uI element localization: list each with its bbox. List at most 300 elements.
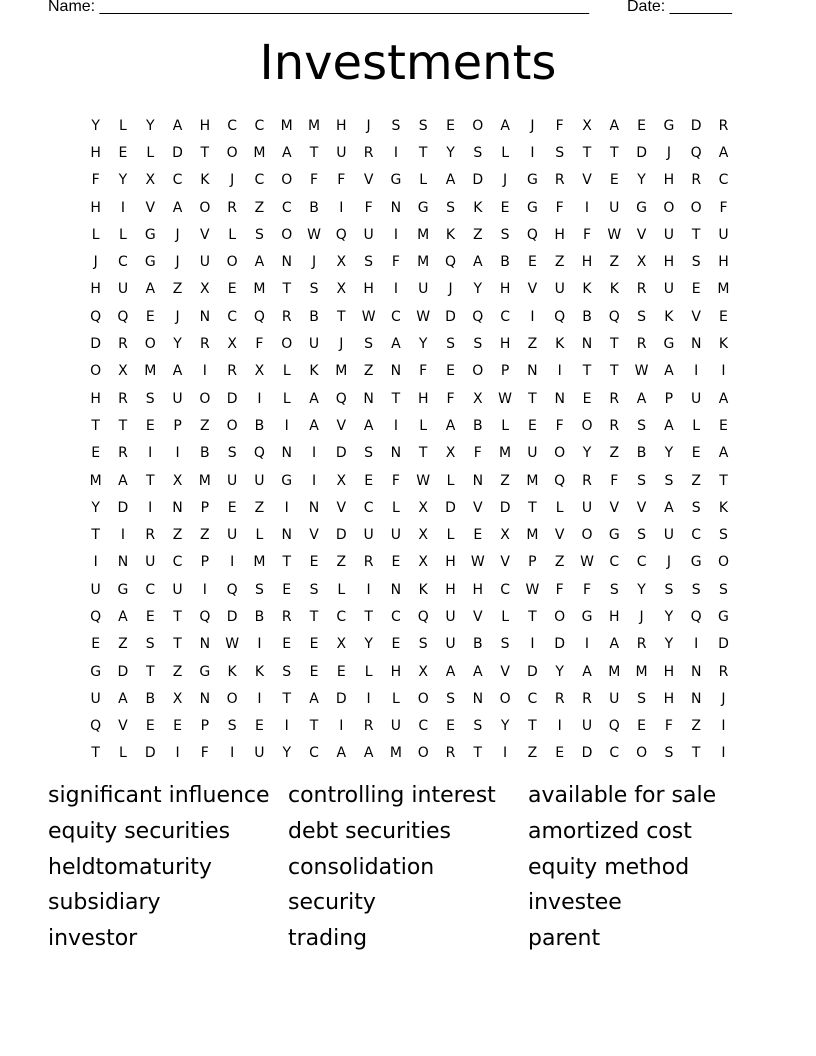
grid-letter: I	[530, 636, 535, 653]
grid-letter: E	[637, 718, 647, 735]
grid-letter: T	[364, 608, 373, 625]
grid-letter: M	[526, 472, 539, 489]
grid-letter: A	[582, 663, 592, 680]
grid-letter: E	[446, 363, 455, 380]
grid-letter: E	[227, 499, 237, 516]
grid-letter: R	[554, 690, 565, 707]
grid-letter: S	[227, 445, 237, 462]
grid-letter: E	[227, 281, 237, 298]
grid-letter: F	[719, 199, 728, 216]
grid-letter: K	[473, 199, 483, 216]
grid-letter: F	[610, 472, 619, 489]
grid-letter: F	[664, 718, 673, 735]
grid-letter: V	[363, 172, 374, 189]
grid-letter: L	[119, 117, 127, 134]
grid-letter: I	[721, 745, 726, 762]
grid-letter: P	[664, 390, 674, 407]
grid-letter: U	[609, 690, 620, 707]
grid-letter: H	[90, 281, 101, 298]
grid-letter: E	[527, 254, 537, 271]
grid-letter: S	[637, 527, 647, 544]
grid-letter: K	[254, 663, 265, 680]
grid-letter: S	[309, 281, 319, 298]
grid-letter: Q	[199, 608, 211, 625]
grid-letter: L	[119, 226, 127, 243]
grid-letter: S	[719, 527, 728, 544]
grid-letter: H	[499, 336, 511, 353]
grid-letter: R	[582, 690, 592, 707]
grid-letter: N	[308, 499, 320, 516]
grid-letter: B	[473, 417, 483, 434]
grid-letter: T	[309, 608, 319, 625]
grid-letter: A	[445, 417, 456, 434]
grid-letter: H	[445, 554, 456, 571]
grid-letter: C	[718, 172, 729, 189]
grid-letter: U	[554, 281, 565, 298]
grid-letter: B	[145, 690, 156, 707]
grid-letter: U	[145, 554, 156, 571]
grid-letter: I	[257, 690, 262, 707]
grid-letter: D	[554, 636, 566, 653]
grid-letter: E	[473, 527, 483, 544]
grid-letter: V	[118, 718, 128, 735]
grid-letter: T	[473, 745, 483, 762]
grid-letter: S	[637, 417, 647, 434]
grid-letter: Y	[91, 117, 100, 134]
grid-letter: J	[666, 554, 671, 571]
grid-letter: H	[663, 172, 675, 189]
grid-letter: C	[254, 172, 265, 189]
grid-letter: F	[337, 172, 346, 189]
word-list-item: investee	[528, 890, 622, 916]
grid-letter: S	[473, 144, 483, 161]
word-search-grid	[82, 112, 737, 767]
grid-letter: I	[175, 445, 180, 462]
grid-letter: C	[500, 581, 510, 598]
grid-letter: C	[172, 172, 183, 189]
grid-letter: V	[336, 499, 347, 516]
grid-letter: M	[635, 663, 648, 680]
grid-letter: L	[446, 472, 455, 489]
word-list-item: controlling interest	[288, 783, 496, 808]
grid-letter: I	[584, 199, 590, 216]
grid-letter: A	[473, 254, 483, 271]
grid-letter: P	[200, 554, 210, 571]
grid-letter: U	[445, 608, 456, 625]
grid-letter: M	[608, 663, 621, 680]
grid-letter: Y	[473, 281, 483, 298]
grid-letter: S	[664, 581, 674, 598]
grid-letter: Q	[335, 226, 347, 243]
grid-letter: A	[500, 117, 510, 134]
grid-letter: I	[694, 636, 699, 653]
grid-letter: O	[417, 690, 429, 707]
grid-letter: X	[172, 690, 183, 707]
grid-letter: G	[144, 226, 156, 243]
grid-letter: F	[582, 226, 592, 243]
grid-letter: V	[527, 281, 538, 298]
grid-letter: O	[144, 336, 156, 353]
grid-letter: N	[117, 554, 129, 571]
grid-letter: L	[501, 417, 509, 434]
grid-letter: Y	[664, 636, 674, 653]
grid-letter: P	[200, 499, 210, 516]
grid-letter: S	[446, 336, 455, 353]
grid-letter: B	[473, 636, 483, 653]
grid-letter: L	[692, 417, 701, 434]
grid-letter: N	[390, 199, 402, 216]
grid-letter: C	[691, 527, 702, 544]
grid-letter: S	[391, 117, 401, 134]
grid-letter: Q	[526, 226, 538, 243]
grid-letter: V	[554, 527, 565, 544]
grid-letter: W	[416, 472, 431, 489]
grid-letter: W	[607, 226, 622, 243]
grid-letter: N	[390, 363, 402, 380]
grid-letter: I	[393, 281, 398, 298]
grid-letter: S	[500, 226, 510, 243]
grid-letter: W	[361, 308, 376, 325]
grid-row	[82, 549, 737, 576]
grid-letter: K	[309, 363, 319, 380]
grid-letter: V	[200, 226, 210, 243]
grid-letter: U	[363, 226, 374, 243]
word-list-item: amortized cost	[528, 818, 692, 844]
grid-letter: E	[609, 172, 619, 189]
grid-letter: Z	[691, 718, 701, 735]
grid-letter: T	[282, 554, 291, 571]
grid-letter: C	[391, 608, 401, 625]
grid-row	[82, 167, 737, 194]
grid-letter: C	[609, 745, 620, 762]
grid-letter: G	[199, 663, 211, 680]
word-list-item: heldtomaturity	[48, 854, 212, 880]
grid-letter: Q	[554, 308, 566, 325]
grid-letter: A	[664, 499, 674, 516]
grid-letter: I	[393, 144, 398, 161]
grid-letter: R	[691, 172, 702, 189]
grid-row	[82, 139, 737, 166]
grid-letter: E	[364, 472, 374, 489]
grid-letter: D	[527, 663, 538, 680]
grid-letter: Y	[664, 608, 674, 625]
grid-letter: T	[91, 745, 100, 762]
grid-letter: G	[636, 199, 648, 216]
grid-letter: U	[527, 445, 538, 462]
grid-letter: X	[336, 281, 347, 298]
grid-letter: D	[718, 636, 729, 653]
grid-letter: D	[472, 172, 484, 189]
grid-letter: U	[718, 226, 729, 243]
grid-letter: S	[282, 663, 292, 680]
grid-letter: R	[363, 718, 374, 735]
grid-letter: N	[199, 636, 211, 653]
grid-letter: A	[118, 472, 128, 489]
word-list-item: available for sale	[528, 783, 717, 808]
grid-letter: R	[227, 363, 237, 380]
grid-letter: D	[335, 527, 347, 544]
word-list-item: security	[288, 890, 376, 916]
grid-letter: N	[363, 390, 374, 407]
grid-letter: H	[363, 281, 374, 298]
grid-letter: D	[499, 499, 511, 516]
grid-row	[82, 740, 737, 767]
grid-row	[82, 112, 737, 139]
word-list-item: subsidiary	[48, 890, 161, 916]
grid-letter: Q	[90, 718, 102, 735]
grid-letter: N	[390, 581, 402, 598]
grid-letter: J	[448, 281, 453, 298]
grid-letter: Q	[608, 308, 620, 325]
grid-letter: D	[636, 144, 647, 161]
grid-letter: M	[717, 281, 730, 298]
grid-letter: K	[718, 336, 729, 353]
grid-letter: N	[472, 472, 484, 489]
grid-letter: L	[419, 417, 428, 434]
grid-letter: G	[608, 527, 620, 544]
grid-letter: I	[120, 527, 126, 544]
grid-letter: O	[717, 554, 729, 571]
grid-letter: Q	[444, 254, 457, 271]
grid-letter: I	[530, 144, 535, 161]
grid-letter: R	[609, 417, 620, 434]
grid-letter: N	[199, 690, 211, 707]
grid-letter: L	[282, 390, 291, 407]
grid-letter: J	[93, 254, 98, 271]
grid-letter: L	[501, 144, 509, 161]
grid-letter: U	[308, 336, 320, 353]
grid-letter: I	[530, 308, 535, 325]
grid-letter: I	[311, 445, 317, 462]
word-list-item: significant influence	[48, 783, 270, 808]
grid-letter: J	[639, 608, 644, 625]
grid-letter: N	[199, 308, 211, 325]
grid-letter: R	[445, 745, 456, 762]
grid-letter: G	[90, 663, 102, 680]
grid-letter: I	[284, 417, 289, 434]
grid-letter: E	[118, 144, 128, 161]
grid-letter: A	[309, 417, 319, 434]
grid-letter: H	[718, 254, 729, 271]
grid-letter: E	[255, 718, 264, 735]
grid-letter: H	[90, 390, 101, 407]
grid-letter: I	[557, 718, 562, 735]
grid-letter: E	[145, 608, 155, 625]
grid-letter: X	[336, 472, 347, 489]
grid-letter: O	[472, 363, 484, 380]
grid-letter: H	[663, 663, 675, 680]
grid-row	[82, 576, 737, 603]
grid-letter: E	[91, 445, 101, 462]
grid-letter: A	[718, 445, 729, 462]
grid-letter: Y	[364, 636, 373, 653]
grid-letter: E	[691, 281, 701, 298]
grid-letter: Y	[418, 336, 428, 353]
grid-letter: V	[636, 499, 647, 516]
grid-letter: T	[610, 336, 619, 353]
grid-letter: X	[336, 636, 347, 653]
grid-letter: X	[418, 499, 428, 516]
grid-letter: M	[389, 745, 402, 762]
grid-letter: T	[282, 281, 291, 298]
grid-letter: K	[582, 281, 592, 298]
grid-letter: Q	[608, 718, 620, 735]
grid-letter: K	[227, 663, 237, 680]
grid-letter: S	[637, 472, 647, 489]
grid-letter: M	[499, 445, 512, 462]
grid-letter: C	[227, 117, 238, 134]
grid-letter: A	[718, 390, 729, 407]
grid-letter: B	[636, 445, 647, 462]
grid-letter: A	[391, 336, 401, 353]
grid-letter: O	[199, 199, 211, 216]
grid-letter: D	[335, 690, 347, 707]
grid-row	[82, 385, 737, 412]
grid-letter: J	[530, 117, 535, 134]
grid-letter: Z	[554, 254, 565, 271]
grid-letter: M	[89, 472, 102, 489]
grid-letter: O	[281, 336, 293, 353]
grid-letter: I	[557, 363, 562, 380]
grid-letter: A	[445, 663, 456, 680]
grid-letter: J	[721, 690, 726, 707]
grid-letter: S	[664, 745, 674, 762]
grid-letter: R	[199, 336, 210, 353]
grid-letter: T	[91, 527, 100, 544]
grid-letter: A	[609, 636, 620, 653]
grid-letter: H	[663, 254, 675, 271]
grid-letter: D	[226, 390, 238, 407]
word-list-item: trading	[288, 926, 368, 952]
grid-letter: U	[117, 281, 129, 298]
grid-letter: O	[636, 745, 648, 762]
grid-letter: N	[281, 254, 292, 271]
grid-letter: X	[418, 527, 428, 544]
grid-letter: A	[609, 117, 620, 134]
grid-letter: H	[90, 199, 101, 216]
grid-letter: Z	[336, 554, 347, 571]
grid-letter: Y	[173, 336, 182, 353]
grid-letter: W	[525, 581, 540, 598]
grid-letter: X	[227, 336, 237, 353]
grid-letter: I	[284, 718, 289, 735]
grid-letter: F	[446, 390, 455, 407]
grid-letter: N	[281, 527, 292, 544]
grid-letter: X	[200, 281, 210, 298]
grid-letter: V	[500, 554, 510, 571]
grid-letter: E	[719, 308, 728, 325]
grid-letter: S	[418, 117, 428, 134]
grid-letter: V	[500, 663, 510, 680]
grid-letter: S	[309, 581, 319, 598]
grid-letter: T	[582, 363, 592, 380]
grid-letter: W	[580, 554, 594, 571]
grid-letter: X	[473, 390, 483, 407]
grid-letter: H	[90, 144, 101, 161]
grid-letter: U	[691, 390, 702, 407]
grid-letter: R	[582, 472, 592, 489]
grid-letter: N	[581, 336, 593, 353]
grid-letter: S	[446, 199, 455, 216]
grid-letter: Z	[172, 281, 183, 298]
grid-letter: B	[309, 199, 319, 216]
grid-letter: T	[309, 718, 319, 735]
grid-letter: U	[336, 144, 347, 161]
grid-letter: U	[609, 199, 620, 216]
grid-letter: C	[636, 554, 647, 571]
grid-letter: R	[554, 172, 565, 189]
grid-letter: J	[366, 117, 371, 134]
grid-letter: N	[554, 390, 565, 407]
grid-letter: Z	[609, 254, 620, 271]
grid-letter: Y	[118, 172, 128, 189]
grid-letter: E	[145, 718, 155, 735]
grid-letter: F	[391, 472, 400, 489]
grid-letter: T	[173, 608, 182, 625]
grid-letter: X	[336, 254, 347, 271]
grid-letter: M	[253, 144, 266, 161]
grid-letter: N	[172, 499, 183, 516]
grid-row	[82, 276, 737, 303]
grid-letter: Y	[582, 445, 592, 462]
grid-letter: X	[500, 527, 510, 544]
grid-letter: B	[309, 308, 319, 325]
grid-letter: C	[418, 718, 429, 735]
grid-letter: Y	[664, 445, 674, 462]
grid-letter: N	[690, 336, 702, 353]
grid-letter: A	[664, 363, 674, 380]
grid-letter: T	[200, 144, 210, 161]
grid-letter: I	[584, 636, 590, 653]
grid-letter: E	[500, 199, 510, 216]
grid-letter: T	[719, 472, 728, 489]
grid-letter: O	[663, 199, 675, 216]
grid-letter: R	[636, 636, 647, 653]
grid-letter: F	[255, 336, 264, 353]
grid-letter: S	[364, 336, 374, 353]
grid-letter: L	[337, 581, 346, 598]
grid-letter: Q	[554, 472, 566, 489]
grid-letter: G	[690, 554, 702, 571]
grid-letter: U	[172, 390, 183, 407]
grid-letter: C	[363, 499, 374, 516]
grid-letter: S	[446, 690, 455, 707]
grid-letter: E	[336, 663, 346, 680]
grid-letter: Q	[117, 308, 129, 325]
grid-letter: T	[282, 690, 291, 707]
page-title: Investments	[259, 35, 557, 91]
grid-letter: U	[363, 527, 374, 544]
grid-letter: M	[417, 226, 430, 243]
grid-letter: N	[281, 445, 292, 462]
grid-letter: F	[555, 117, 564, 134]
grid-letter: Z	[254, 499, 265, 516]
grid-letter: U	[418, 281, 429, 298]
grid-letter: G	[581, 608, 593, 625]
grid-letter: A	[445, 172, 456, 189]
grid-letter: S	[254, 581, 264, 598]
grid-row	[82, 330, 737, 357]
grid-letter: V	[609, 499, 620, 516]
grid-letter: R	[281, 608, 292, 625]
grid-letter: L	[392, 499, 400, 516]
grid-letter: D	[117, 499, 129, 516]
grid-letter: E	[309, 554, 319, 571]
grid-letter: O	[417, 745, 429, 762]
grid-letter: U	[227, 527, 238, 544]
grid-letter: O	[226, 254, 238, 271]
grid-letter: H	[417, 390, 429, 407]
